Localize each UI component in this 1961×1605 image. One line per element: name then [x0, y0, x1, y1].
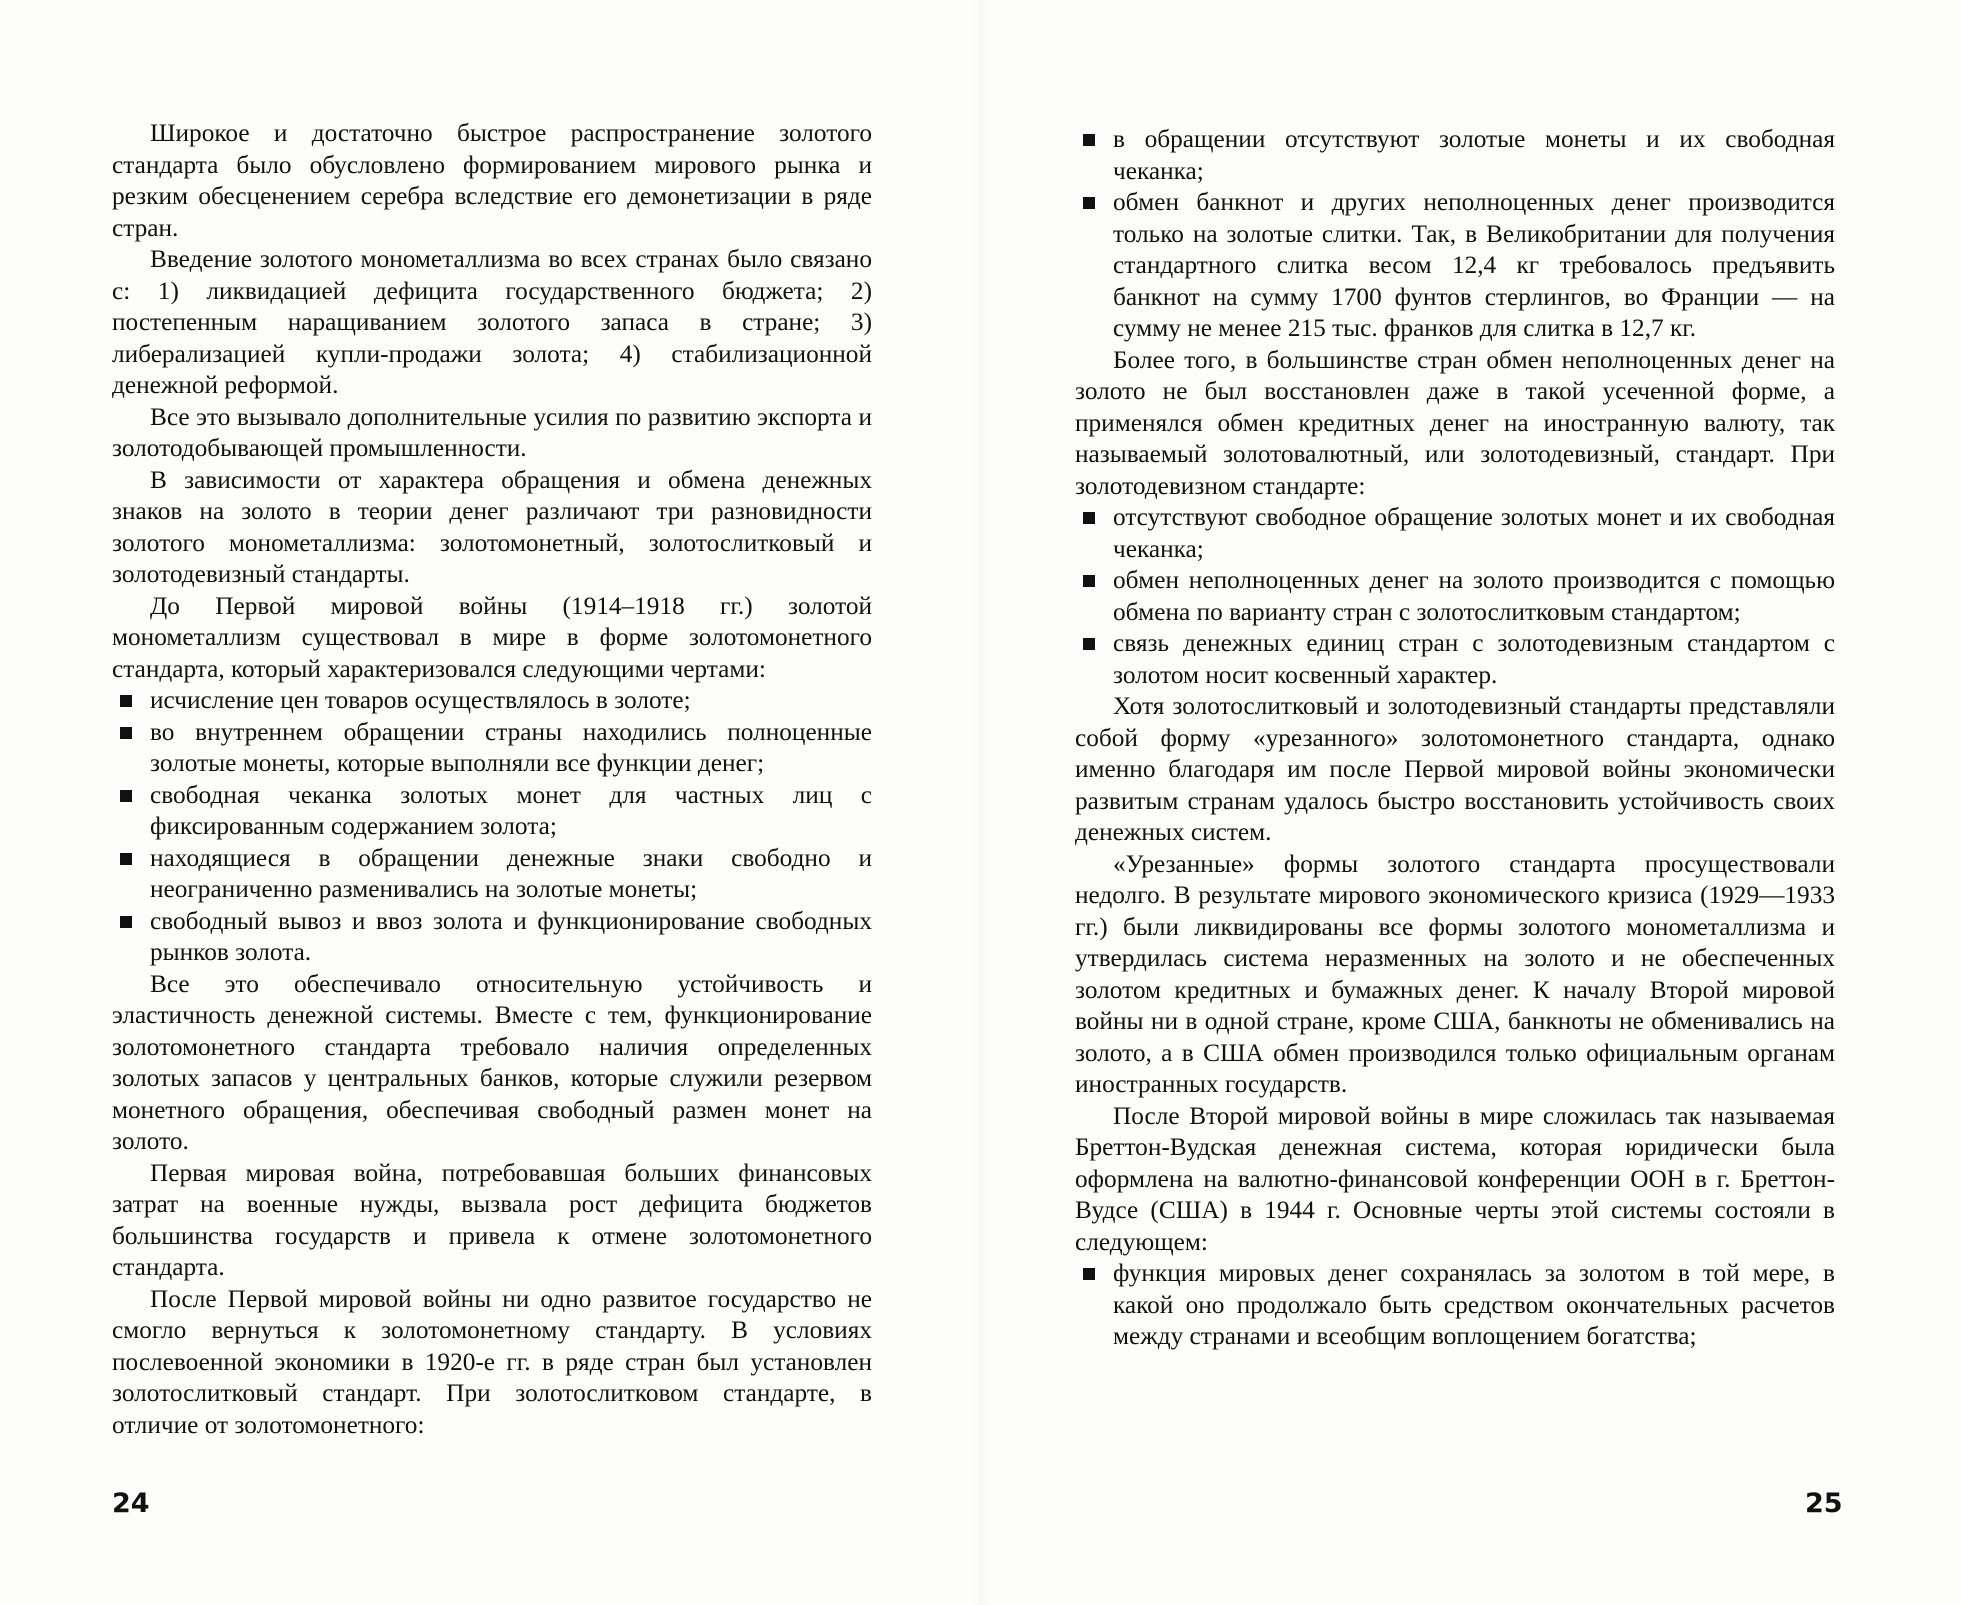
bullet-item — [112, 780, 872, 843]
paragraph: Введение золотого монометаллизма во всех странах было связано с: 1) ликвидацией дефицита государственного бюджета; 2) постепенным наращиванием золотого запаса в стране; 3) либерализацией купли-продажи золота; 4) стабилизационной денежной реформой. — [112, 245, 872, 399]
paragraph: После Первой мировой войны ни одно развитое государство не смогло вернуться к золотомонетному стандарту. В условиях послевоенной экономики в 1920-е гг. в ряде стран был установлен золотослитковый стандарт. При золотослитковом стандарте, в отличие от золотомонетного: — [112, 1284, 872, 1439]
paragraph: До Первой мировой войны (1914–1918 гг.) золотой монометаллизм существовал в мире в форме золотомонетного стандарта, который характеризовался следующими чертами: — [112, 591, 872, 683]
square-bullet-icon — [1083, 638, 1095, 650]
bullet-item — [112, 906, 872, 969]
paragraph: После Второй мировой войны в мире сложилась так называемая Бреттон-Вудская денежная система, которая юридически была оформлена на валютно-финансовой конференции ООН в г. Бреттон-Вудсе (США) в 1944 г. Основные черты этой системы состояли в следующем: — [1075, 1101, 1835, 1256]
bullet-text: связь денежных единиц стран с золотодевизным стандартом с золотом носит косвенный характер. — [1113, 629, 1835, 689]
bullet-item — [112, 717, 872, 780]
bullet-list — [1075, 502, 1835, 691]
square-bullet-icon — [120, 790, 132, 802]
paragraph: «Урезанные» формы золотого стандарта просуществовали недолго. В результате мирового экономического кризиса (1929—1933 гг.) были ликвидированы все формы золотого монометаллизма и утвердилась система неразменных на золото и не обеспеченных золотом кредитных и бумажных денег. К началу Второй мировой войны ни в одной стране, кроме США, банкноты не обменивались на золото, а в США обмен производился только официальным органам иностранных государств. — [1075, 849, 1835, 1098]
bullet-item — [1075, 502, 1835, 565]
paragraph: Хотя золотослитковый и золотодевизный стандарты представляли собой форму «урезанного» золотомонетного стандарта, однако именно благодаря им после Первой мировой войны экономически развитым странам удалось быстро восстановить устойчивость своих денежных систем. — [1075, 692, 1835, 846]
bullet-text: исчисление цен товаров осуществлялось в золоте; — [150, 686, 691, 714]
bullet-text: в обращении отсутствуют золотые монеты и их свободная чеканка; — [1113, 125, 1835, 185]
bullet-item — [112, 685, 872, 717]
square-bullet-icon — [1083, 134, 1095, 146]
bullet-item — [1075, 565, 1835, 628]
square-bullet-icon — [120, 695, 132, 707]
page-number-left: 24 — [112, 1488, 150, 1519]
bullet-item — [1075, 628, 1835, 691]
bullet-text: свободный вывоз и ввоз золота и функционирование свободных рынков золота. — [150, 906, 872, 966]
square-bullet-icon — [1083, 197, 1095, 209]
paragraph: Широкое и достаточно быстрое распространение золотого стандарта было обусловлено формированием мирового рынка и резким обесценением серебра вследствие его демонетизации в ряде стран. — [112, 119, 872, 242]
square-bullet-icon — [120, 727, 132, 739]
square-bullet-icon — [1083, 512, 1095, 524]
paragraph: Первая мировая война, потребовавшая больших финансовых затрат на военные нужды, вызвала рост дефицита бюджетов большинства государств и привела к отмене золотомонетного стандарта. — [112, 1158, 872, 1281]
left-page — [112, 118, 872, 1441]
bullet-list — [112, 685, 872, 969]
square-bullet-icon — [1083, 1268, 1095, 1280]
paragraph: Все это вызывало дополнительные усилия по развитию экспорта и золотодобывающей промышленности. — [112, 402, 872, 462]
square-bullet-icon — [120, 916, 132, 928]
square-bullet-icon — [1083, 575, 1095, 587]
paragraph: Более того, в большинстве стран обмен неполноценных денег на золото не был восстановлен даже в такой усеченной форме, а применялся обмен кредитных денег на иностранную валюту, так называемый золотовалютный, или золотодевизный, стандарт. При золотодевизном стандарте: — [1075, 345, 1835, 500]
bullet-text: свободная чеканка золотых монет для частных лиц с фиксированным содержанием золота; — [150, 780, 872, 840]
bullet-text: обмен банкнот и других неполноценных денег производится только на золотые слитки. Так, в Великобритании для получения стандартного слитка весом 12,4 кг требовалось предъявить банкнот на сумму 1700 фунтов стерлингов, во Франции — на сумму не менее 215 тыс. франков для слитка в 12,7 кг. — [1113, 188, 1835, 342]
bullet-item — [1075, 1258, 1835, 1353]
paragraph: Все это обеспечивало относительную устойчивость и эластичность денежной системы. Вместе с тем, функционирование золотомонетного стандарта требовало наличия определенных золотых запасов у центральных банков, которые служили резервом монетного обращения, обеспечивая свободный размен монет на золото. — [112, 969, 872, 1155]
bullet-text: обмен неполноценных денег на золото производится с помощью обмена по варианту стран с золотослитковым стандартом; — [1113, 566, 1835, 626]
bullet-list — [1075, 1258, 1835, 1353]
bullet-list — [1075, 124, 1835, 345]
page-number-right: 25 — [1805, 1488, 1843, 1519]
bullet-text: отсутствуют свободное обращение золотых монет и их свободная чеканка; — [1113, 503, 1835, 563]
bullet-text: находящиеся в обращении денежные знаки свободно и неограниченно разменивались на золотые монеты; — [150, 843, 872, 903]
right-page — [1075, 124, 1835, 1353]
bullet-text: во внутреннем обращении страны находились полноценные золотые монеты, которые выполняли все функции денег; — [150, 717, 872, 777]
bullet-text: функция мировых денег сохранялась за золотом в той мере, в какой оно продолжало быть средством окончательных расчетов между странами и всеобщим воплощением богатства; — [1113, 1259, 1835, 1350]
bullet-item — [112, 843, 872, 906]
square-bullet-icon — [120, 853, 132, 865]
bullet-item — [1075, 124, 1835, 187]
bullet-item — [1075, 187, 1835, 345]
book-gutter — [972, 0, 990, 1605]
paragraph: В зависимости от характера обращения и обмена денежных знаков на золото в теории денег различают три разновидности золотого монометаллизма: золотомонетный, золотослитковый и золотодевизный стандарты. — [112, 465, 872, 588]
